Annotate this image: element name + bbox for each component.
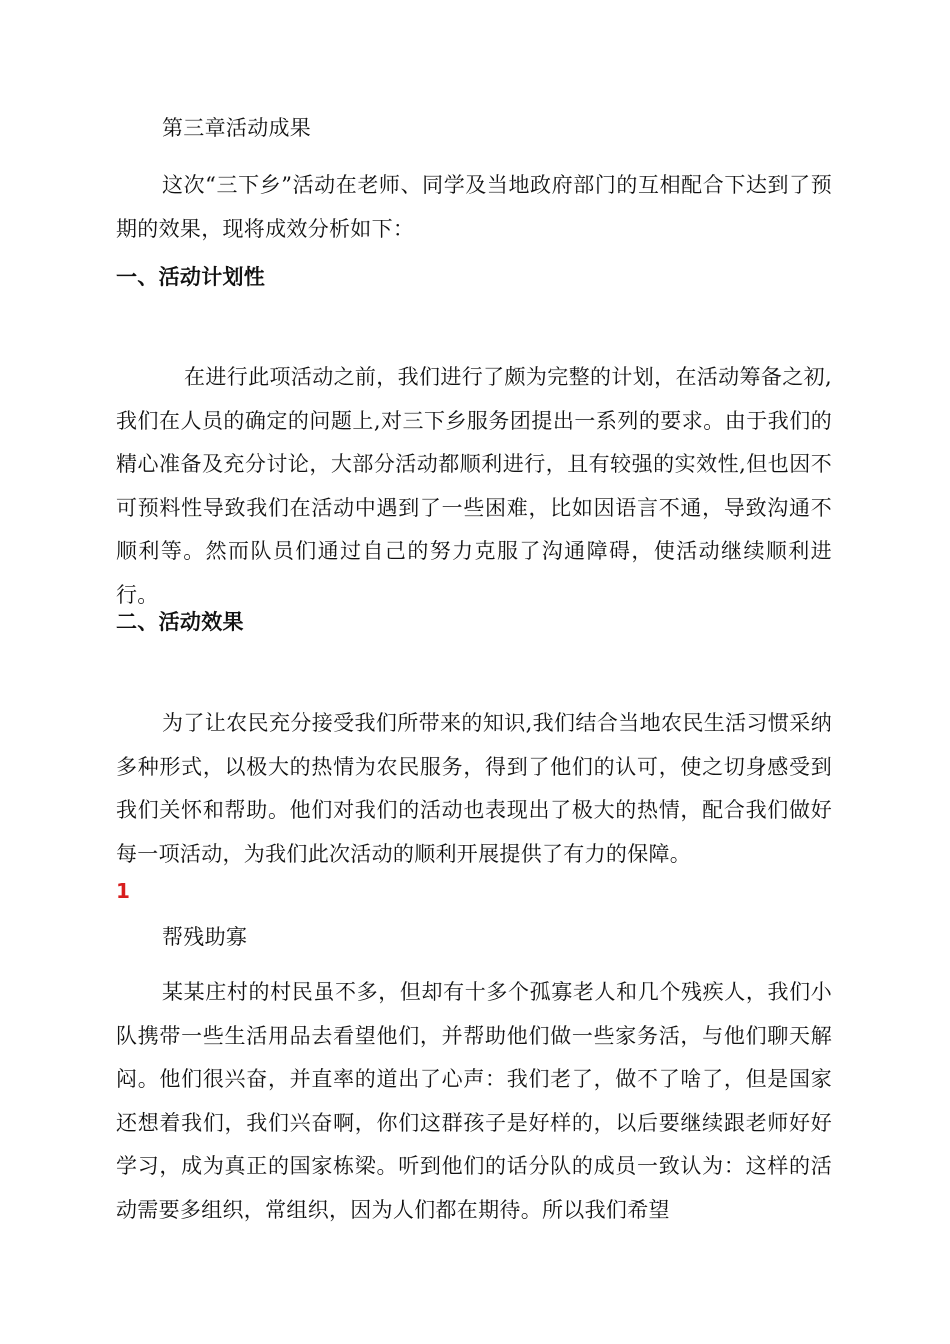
- chapter-title: 第三章活动成果: [162, 116, 312, 140]
- page-number: 1: [116, 879, 131, 903]
- intro-paragraph: 这次“三下乡”活动在老师、同学及当地政府部门的互相配合下达到了预期的效果，现将成效分析如下：: [116, 173, 832, 241]
- subsection-title: 帮残助寡: [162, 925, 248, 949]
- section-paragraph-planning: 在进行此项活动之前，我们进行了颇为完整的计划，在活动筹备之初,我们在人员的确定的问题上,对三下乡服务团提出一系列的要求。由于我们的精心准备及充分讨论，大部分活动都顺利进行，且有较强的实效性,但也因不可预料性导致我们在活动中遇到了一些困难，比如因语言不通，导致沟通不顺利等。然而队员们通过自己的努力克服了沟通障碍，使活动继续顺利进行。: [116, 365, 832, 607]
- section-heading-effect: 二、活动效果: [116, 610, 244, 634]
- subsection-paragraph: 某某庄村的村民虽不多，但却有十多个孤寡老人和几个残疾人，我们小队携带一些生活用品去看望他们，并帮助他们做一些家务活，与他们聊天解闷。他们很兴奋，并直率的道出了心声：我们老了，做不了啥了，但是国家还想着我们，我们兴奋啊，你们这群孩子是好样的，以后要继续跟老师好好学习，成为真正的国家栋梁。听到他们的话分队的成员一致认为：这样的活动需要多组织，常组织，因为人们都在期待。所以我们希望: [116, 980, 832, 1222]
- section-paragraph-effect: 为了让农民充分接受我们所带来的知识,我们结合当地农民生活习惯采纳多种形式，以极大的热情为农民服务，得到了他们的认可，使之切身感受到我们关怀和帮助。他们对我们的活动也表现出了极大的热情，配合我们做好每一项活动，为我们此次活动的顺利开展提供了有力的保障。: [116, 711, 832, 866]
- section-heading-planning: 一、活动计划性: [116, 265, 266, 289]
